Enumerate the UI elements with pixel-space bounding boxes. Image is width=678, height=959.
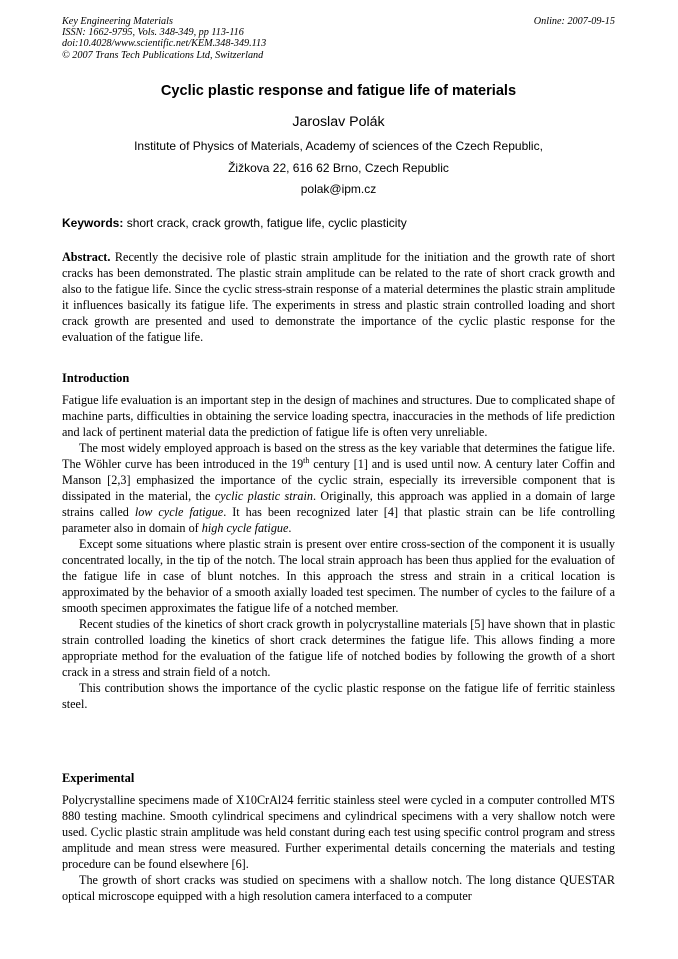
- keywords-label: Keywords:: [62, 216, 124, 230]
- introduction-body: [62, 392, 615, 712]
- section-heading-experimental: Experimental: [62, 771, 135, 785]
- intro-paragraph-3: Except some situations where plastic strain is present over entire cross-section of the component it is usually concentrated locally, in the tip of the notch. The local strain approach has been thus applied for the evaluation of the fatigue life in case of blunt notches. In this approach the stress and strain in a critical location is approximated by the behavior of a smooth axially loaded test specimen. The number of cycles to the failure of a smooth specimen approximates the fatigue life of a notched member.: [62, 537, 615, 615]
- experimental-paragraph-2: The growth of short cracks was studied on specimens with a shallow notch. The long distance QUESTAR optical microscope equipped with a high resolution camera interfaced to a computer: [62, 873, 615, 903]
- affiliation-line-1: Institute of Physics of Materials, Academy of sciences of the Czech Republic,: [134, 139, 543, 153]
- copyright-line: © 2007 Trans Tech Publications Ltd, Switzerland: [62, 49, 264, 61]
- issn-line: ISSN: 1662-9795, Vols. 348-349, pp 113-116: [62, 27, 244, 39]
- journal-header: [62, 16, 615, 61]
- online-date: Online: 2007-09-15: [533, 16, 615, 27]
- experimental-paragraph-1: Polycrystalline specimens made of X10CrAl24 ferritic stainless steel were cycled in a computer controlled MTS 880 testing machine. Smooth cylindrical specimens and cylindrical specimens with a very shallow notch were used. Cyclic plastic strain amplitude was held constant during each test using specific control program and stress amplitude and mean stress were measured. Further experimental details concerning the materials and testing procedure can be found elsewhere [6].: [62, 793, 615, 871]
- author-name: Jaroslav Polák: [292, 114, 385, 130]
- intro-paragraph-2: The most widely employed approach is based on the stress as the key variable that determines the fatigue life. The Wöhler curve has been introduced in the 19th century [1] and is used until now. A century later Coffin and Manson [2,3] emphasized the importance of the cyclic strain, especially its irreversible component that is dissipated in the material, the cyclic plastic strain. Originally, this approach was applied in a domain of large strains called low cycle fatigue. It has been recognized later [4] that plastic strain can be life controlling parameter also in domain of high cycle fatigue.: [62, 441, 616, 535]
- author-email: polak@ipm.cz: [300, 182, 377, 196]
- abstract: [62, 249, 615, 345]
- intro-paragraph-4: Recent studies of the kinetics of short crack growth in polycrystalline materials [5] have shown that in plastic strain controlled loading the kinetics of short crack determines the fatigue life. This allows finding a more appropriate method for the evaluation of the fatigue life of notched bodies by following the growth of a short crack in a stress and strain field of a notch.: [62, 617, 615, 679]
- keywords-text: short crack, crack growth, fatigue life, cyclic plasticity: [123, 216, 407, 230]
- paper-title: Cyclic plastic response and fatigue life of materials: [160, 83, 517, 99]
- intro-paragraph-1: Fatigue life evaluation is an important step in the design of machines and structures. Due to complicated shape of machine parts, difficulties in obtaining the service loading spectra, inaccuracies in the methods of life prediction and lack of pertinent material data the prediction of fatigue life is often very unreliable.: [62, 393, 615, 439]
- experimental-body: [62, 792, 615, 904]
- section-heading-introduction: Introduction: [62, 371, 130, 385]
- keywords: [62, 215, 615, 231]
- abstract-label: Abstract.: [62, 250, 111, 264]
- intro-paragraph-5: This contribution shows the importance of the cyclic plastic response on the fatigue life of ferritic stainless steel.: [62, 681, 615, 711]
- abstract-text: Recently the decisive role of plastic strain amplitude for the initiation and the growth rate of short cracks has been demonstrated. The plastic strain amplitude can be related to the rate of short crack growth and also to the fatigue life. Since the cyclic stress-strain response of a material determines the plastic strain amplitude it influences basically its fatigue life. The experiments in stress and plastic strain controlled loading and short crack growth are presented and used to demonstrate the importance of the cyclic plastic response for the evaluation of the fatigue life.: [62, 250, 615, 344]
- doi-line: doi:10.4028/www.scientific.net/KEM.348-349.113: [62, 38, 267, 50]
- affiliation-line-2: Žižkova 22, 616 62 Brno, Czech Republic: [228, 161, 449, 175]
- journal-name: Key Engineering Materials: [62, 16, 173, 27]
